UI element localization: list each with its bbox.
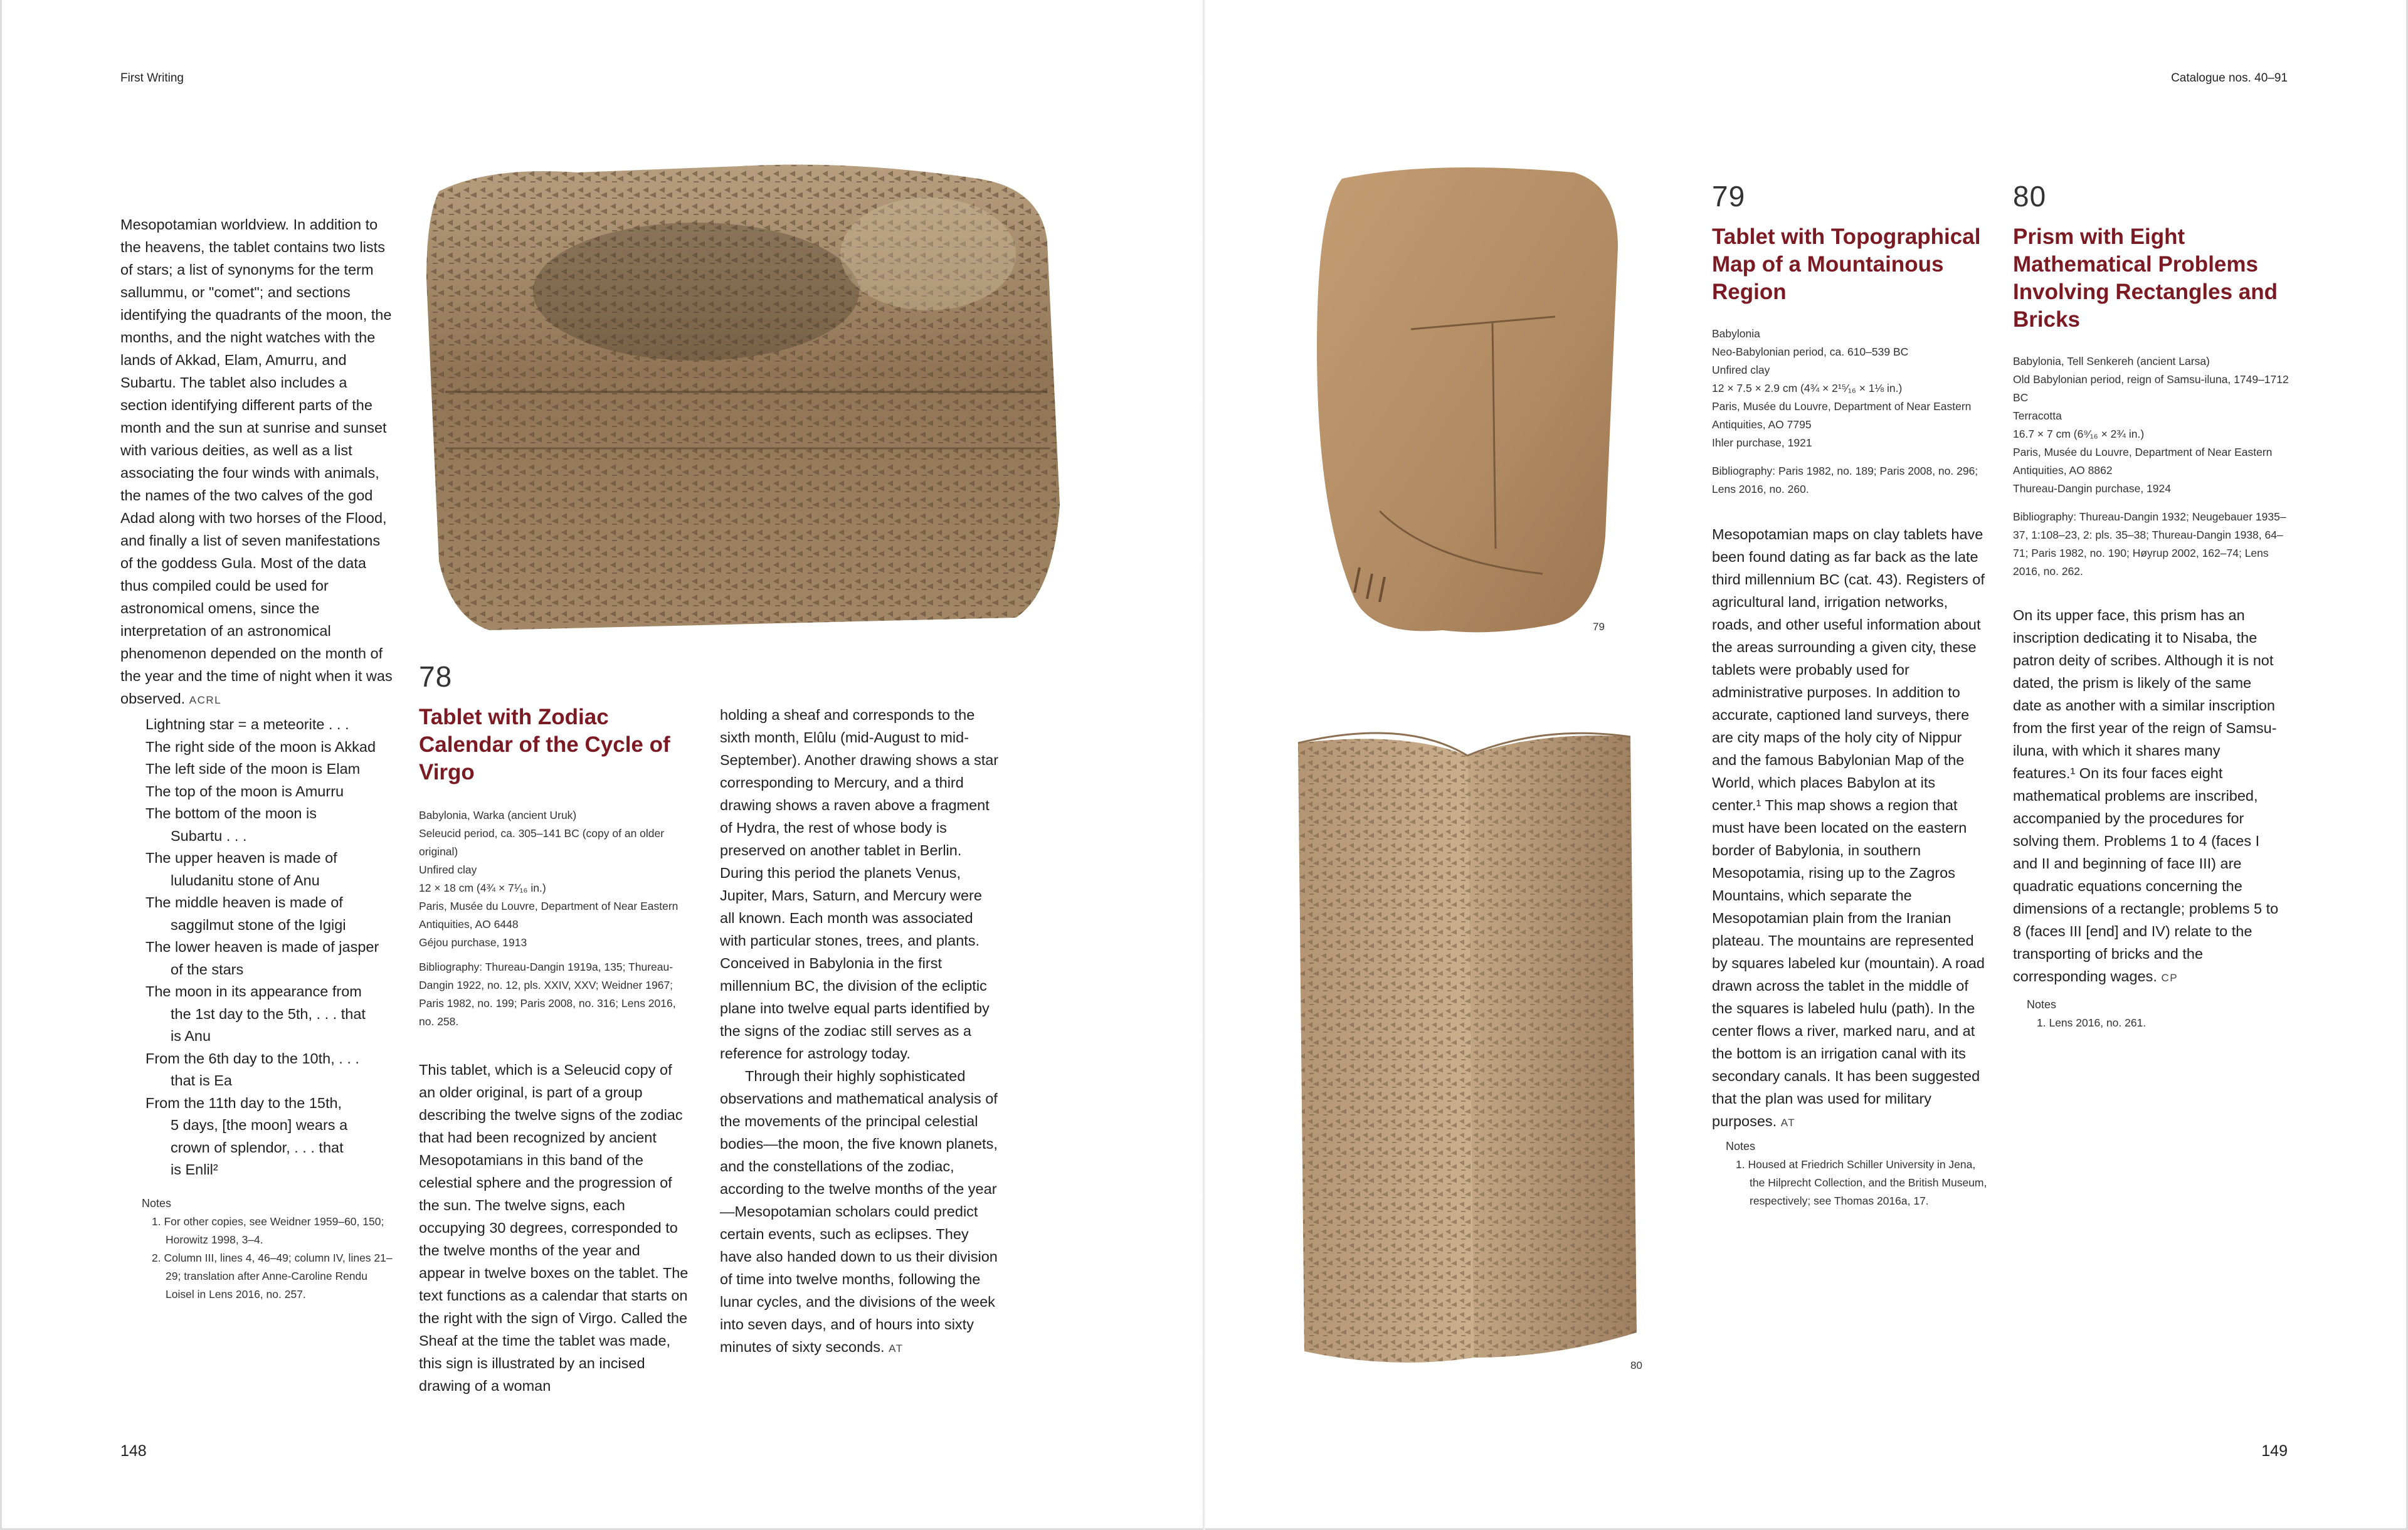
verse-line: luludanitu stone of Anu bbox=[171, 872, 320, 889]
metadata-line: Paris, Musée du Louvre, Department of Near Eastern Antiquities, AO 8862 bbox=[2013, 446, 2273, 477]
entry-78-metadata bbox=[419, 806, 682, 952]
notes-79 bbox=[1726, 1137, 1989, 1210]
running-head-left: First Writing bbox=[120, 71, 184, 85]
notes-left bbox=[142, 1195, 399, 1304]
verse-line: The lower heaven is made of jasper bbox=[145, 939, 379, 955]
verse-line: of the stars bbox=[171, 961, 244, 978]
entry-79-number: 79 bbox=[1712, 180, 1746, 213]
verse-line: The upper heaven is made of bbox=[145, 850, 337, 866]
entry-80-bibliography: Bibliography: Thureau-Dangin 1932; Neugebauer 1935–37, 1:108–23, 2: pls. 35–38; Thureau-Dangin 1938, 64–71; Paris 1982, no. 190; Høyrup 2002, 162–74; Lens 2016, no. 262. bbox=[2013, 510, 2286, 578]
tablet-78-photo bbox=[414, 154, 1072, 640]
entry-78-number: 78 bbox=[419, 660, 453, 693]
caption-80: 80 bbox=[1630, 1359, 1642, 1371]
verse-line: 5 days, [the moon] wears a bbox=[171, 1117, 348, 1133]
metadata-line: Géjou purchase, 1913 bbox=[419, 936, 527, 949]
entry-78-title: Tablet with Zodiac Calendar of the Cycle of Virgo bbox=[419, 705, 670, 784]
metadata-line: Babylonia, Tell Senkereh (ancient Larsa) bbox=[2013, 355, 2210, 367]
entry-79-title: Tablet with Topographical Map of a Mountainous Region bbox=[1712, 224, 1981, 304]
author-initials: ACRL bbox=[189, 694, 222, 706]
metadata-line: Seleucid period, ca. 305–141 BC (copy of an older original) bbox=[419, 827, 665, 858]
metadata-line: Thureau-Dangin purchase, 1924 bbox=[2013, 482, 2171, 495]
entry-80-initials: CP bbox=[2161, 972, 2178, 984]
verse-quotation bbox=[145, 714, 396, 1181]
notes-heading: Notes bbox=[142, 1197, 172, 1210]
metadata-line: Unfired clay bbox=[419, 863, 477, 876]
verse-line: The top of the moon is Amurru bbox=[145, 783, 344, 799]
metadata-line: 16.7 × 7 cm (6⁹⁄₁₆ × 2¾ in.) bbox=[2013, 428, 2145, 440]
entry-78-col2-p2: Through their highly sophisticated observations and mathematical analysis of the movements of the principal celestial bodies—the moon, the five known planets, and the constellations of the zodiac, according to the twelve months of the year—Mesopotamian scholars could predict certain events, such as eclipses. They have also handed down to us their division of time into twelve months, following the lunar cycles, and the divisions of the week into seven days, and of hours into sixty minutes of sixty seconds. bbox=[720, 1068, 998, 1355]
notes-80 bbox=[2027, 996, 2278, 1032]
metadata-line: Terracotta bbox=[2013, 409, 2062, 422]
caption-79: 79 bbox=[1593, 621, 1605, 633]
verse-line: From the 11th day to the 15th, bbox=[145, 1094, 342, 1111]
notes-list bbox=[142, 1213, 399, 1304]
verse-line: From the 6th day to the 10th, . . . bbox=[145, 1050, 359, 1067]
entry-78-bibliography: Bibliography: Thureau-Dangin 1919a, 135; Thureau-Dangin 1922, no. 12, pls. XXIV, XXV; Weidner 1967; Paris 1982, no. 199; Paris 2008, no. 316; Lens 2016, no. 258. bbox=[419, 961, 676, 1028]
prism-80-photo bbox=[1279, 718, 1656, 1383]
entry-80-title: Prism with Eight Mathematical Problems Involving Rectangles and Bricks bbox=[2013, 224, 2278, 332]
folio-right: 149 bbox=[2261, 1442, 2288, 1460]
verse-line: the 1st day to the 5th, . . . that bbox=[171, 1005, 366, 1022]
verse-line: saggilmut stone of the Igigi bbox=[171, 916, 346, 933]
metadata-line: Old Babylonian period, reign of Samsu-iluna, 1749–1712 BC bbox=[2013, 373, 2289, 404]
metadata-line: Babylonia, Warka (ancient Uruk) bbox=[419, 809, 577, 821]
intro-paragraph bbox=[120, 213, 396, 712]
note-item: 1. Lens 2016, no. 261. bbox=[2037, 1016, 2147, 1029]
running-head-right: Catalogue nos. 40–91 bbox=[2171, 71, 2288, 85]
notes-79-list bbox=[1726, 1156, 1989, 1210]
entry-78-col2-p1: holding a sheaf and corresponds to the sixth month, Elûlu (mid-August to mid-September). Another drawing shows a star corresponding to Mercury, and a third drawing shows a raven above a fragment of Hydra, the rest of whose body is preserved on another tablet in Berlin. During this period the planets Venus, Jupiter, Mars, Saturn, and Mercury were all known. Each month was associated with particular stones, trees, and plants. Conceived in Babylonia in the first millennium BC, the division of the ecliptic plane into twelve equal parts identified by the signs of the zodiac still serves as a reference for astrology today. bbox=[720, 707, 999, 1062]
tablet-79-photo bbox=[1304, 160, 1630, 649]
metadata-line: 12 × 18 cm (4¾ × 7¹⁄₁₆ in.) bbox=[419, 882, 546, 894]
verse-line: is Enlil² bbox=[171, 1161, 218, 1178]
metadata-line: 12 × 7.5 × 2.9 cm (4¾ × 2¹⁵⁄₁₆ × 1⅛ in.) bbox=[1712, 382, 1903, 394]
verse-line: that is Ea bbox=[171, 1072, 232, 1089]
notes-79-heading: Notes bbox=[1726, 1140, 1756, 1153]
entry-80-body bbox=[2013, 604, 2281, 989]
entry-78-initials: AT bbox=[889, 1343, 904, 1354]
verse-line: crown of splendor, . . . that bbox=[171, 1139, 344, 1156]
spine-gutter bbox=[1203, 0, 1205, 1530]
verse-line: The left side of the moon is Elam bbox=[145, 761, 361, 777]
metadata-line: Babylonia bbox=[1712, 327, 1760, 340]
entry-80-metadata bbox=[2013, 352, 2289, 498]
metadata-line: Ihler purchase, 1921 bbox=[1712, 436, 1812, 449]
verse-line: The right side of the moon is Akkad bbox=[145, 738, 376, 755]
metadata-line: Unfired clay bbox=[1712, 364, 1770, 376]
note-item: 1. Housed at Friedrich Schiller University in Jena, the Hilprecht Collection, and the British Museum, respectively; see Thomas 2016a, 17. bbox=[1736, 1158, 1987, 1207]
entry-79-initials: AT bbox=[1780, 1117, 1796, 1129]
folio-left: 148 bbox=[120, 1442, 147, 1460]
notes-80-list bbox=[2027, 1014, 2278, 1032]
notes-80-heading: Notes bbox=[2027, 998, 2057, 1011]
metadata-line: Paris, Musée du Louvre, Department of Near Eastern Antiquities, AO 6448 bbox=[419, 900, 679, 931]
metadata-line: Neo-Babylonian period, ca. 610–539 BC bbox=[1712, 346, 1909, 358]
entry-79-metadata bbox=[1712, 325, 1994, 452]
verse-line: The middle heaven is made of bbox=[145, 894, 343, 910]
verse-line: The bottom of the moon is bbox=[145, 805, 317, 821]
entry-80-number: 80 bbox=[2013, 180, 2047, 213]
entry-79-body bbox=[1712, 523, 1987, 1134]
entry-80-text: On its upper face, this prism has an inscription dedicating it to Nisaba, the patron deity of scribes. Although it is not dated, the prism is likely of the same date as another with a similar inscription from the first year of the reign of Samsu-iluna, with which it shares many features.¹ On its four faces eight mathematical problems are inscribed, accompanied by the procedures for solving them. Problems 1 to 4 (faces I and II and beginning of face III) are quadratic equations concerning the dimensions of a rectangle; problems 5 to 8 (faces III [end] and IV) relate to the transporting of bricks and the corresponding wages. bbox=[2013, 607, 2279, 984]
verse-line: is Anu bbox=[171, 1028, 211, 1044]
entry-78-column-2 bbox=[720, 704, 1000, 1360]
entry-78-col1-text: This tablet, which is a Seleucid copy of an older original, is part of a group describing the twelve signs of the zodiac that had been recognized by ancient Mesopotamians in this band of the celestial sphere and the progression of the sun. The twelve signs, each occupying 30 degrees, corresponded to the twelve months of the year and appear in twelve boxes on the tablet. The text functions as a calendar that starts on the right with the sign of Virgo. Called the Sheaf at the time the tablet was made, this sign is illustrated by an incised drawing of a woman bbox=[419, 1062, 689, 1394]
verse-line: The moon in its appearance from bbox=[145, 983, 362, 1000]
entry-78-column-1 bbox=[419, 1058, 689, 1397]
entry-79-bibliography: Bibliography: Paris 1982, no. 189; Paris 2008, no. 296; Lens 2016, no. 260. bbox=[1712, 465, 1978, 495]
intro-text: Mesopotamian worldview. In addition to the heavens, the tablet contains two lists of stars; a list of synonyms for the term sallummu, or "comet"; and sections identifying the quadrants of the moon, the months, and the night watches with the lands of Akkad, Elam, Amurru, and Subartu. The tablet also includes a section identifying different parts of the month and the sun at sunrise and sunset with various deities, as well as a list associating the four winds with animals, the names of the two calves of the god Adad along with two horses of the Flood, and finally a list of seven manifestations of the goddess Gula. Most of the data thus compiled could be used for astronomical omens, since the interpretation of an astronomical phenomenon depended on the month of the year and the time of night when it was observed. bbox=[120, 216, 393, 707]
entry-79-text: Mesopotamian maps on clay tablets have been found dating as far back as the late third millennium BC (cat. 43). Registers of agricultural land, irrigation networks, roads, and other useful information about the areas surrounding a given city, these tablets were probably used for administrative purposes. In addition to accurate, captioned land surveys, there are city maps of the holy city of Nippur and the famous Babylonian Map of the World, which places Babylon at its center.¹ This map shows a region that must have been located on the eastern border of Babylonia, in southern Mesopotamia, rising up to the Zagros Mountains, which separate the Mesopotamian plain from the Iranian plateau. The mountains are represented by squares labeled kur (mountain). A road drawn across the tablet in the middle of the squares is labeled hulu (path). In the center flows a river, marked naru, and at the bottom is an irrigation canal with its secondary canals. It has been suggested that the plan was used for military purposes. bbox=[1712, 526, 1985, 1129]
note-item: 1. For other copies, see Weidner 1959–60, 150; Horowitz 1998, 3–4. bbox=[152, 1215, 384, 1246]
note-item: 2. Column III, lines 4, 46–49; column IV, lines 21–29; translation after Anne-Caroline Rendu Loisel in Lens 2016, no. 257. bbox=[152, 1252, 393, 1300]
metadata-line: Paris, Musée du Louvre, Department of Near Eastern Antiquities, AO 7795 bbox=[1712, 400, 1972, 431]
verse-line: Subartu . . . bbox=[171, 827, 247, 844]
verse-line: Lightning star = a meteorite . . . bbox=[145, 716, 349, 732]
page-edge-left bbox=[0, 0, 2, 1530]
